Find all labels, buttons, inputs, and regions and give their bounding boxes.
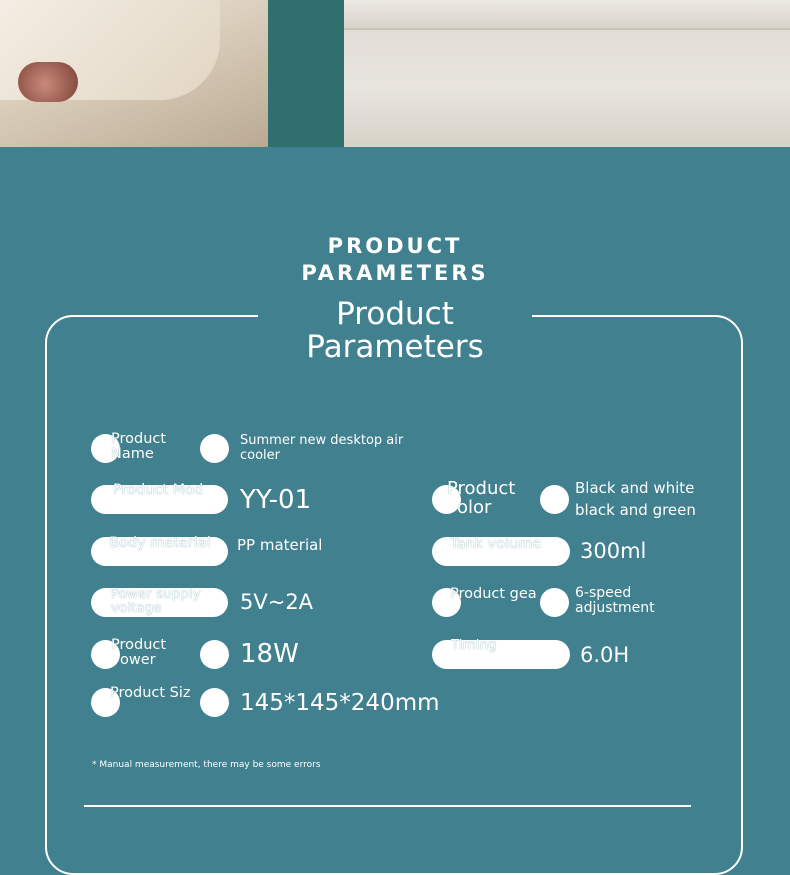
product-size-value: 145*145*240mm — [240, 690, 440, 716]
body-material-label: Body material — [109, 535, 211, 551]
value-dot — [200, 688, 229, 717]
value-dot — [200, 434, 229, 463]
section-subtitle-line1: Product — [336, 296, 454, 332]
value-dot — [540, 588, 569, 617]
product-color-label-2: olor — [457, 497, 492, 518]
product-color-value-2: black and green — [575, 501, 696, 519]
timing-value: 6.0H — [580, 643, 630, 667]
product-color-label-1: Product — [447, 478, 516, 499]
photo-table-top — [344, 0, 790, 30]
timing-label: Timing — [451, 637, 497, 653]
product-color-value-1: Black and white — [575, 479, 695, 497]
product-name-value-2: cooler — [240, 448, 281, 463]
bottom-divider — [84, 805, 691, 807]
body-material-value: PP material — [237, 536, 323, 554]
product-model-value: YY-01 — [240, 485, 312, 515]
tank-volume-value: 300ml — [580, 539, 647, 563]
measurement-footnote: * Manual measurement, there may be some errors — [92, 760, 321, 770]
product-size-label: Product Siz — [110, 685, 191, 701]
product-model-label: Product Mod — [113, 482, 204, 498]
section-title-line2: PARAMETERS — [301, 261, 489, 285]
value-dot — [540, 485, 569, 514]
photo-arm — [18, 62, 78, 102]
product-photo — [0, 0, 790, 147]
value-dot — [200, 640, 229, 669]
product-power-label-2: ower — [120, 652, 156, 668]
photo-wall-strip — [268, 0, 346, 147]
tank-volume-label: Tank volume — [450, 536, 542, 552]
product-power-value: 18W — [240, 639, 299, 669]
product-name-label-2: Name — [111, 446, 154, 462]
product-name-value-1: Summer new desktop air — [240, 433, 404, 448]
section-subtitle-line2: Parameters — [306, 329, 484, 365]
product-power-label-1: Product — [111, 637, 167, 653]
product-gear-label: Product gea — [450, 586, 537, 602]
section-title-line1: PRODUCT — [327, 234, 463, 258]
product-gear-value-2: adjustment — [575, 600, 655, 616]
product-gear-value-1: 6-speed — [575, 585, 632, 601]
product-name-label-1: Product — [111, 431, 167, 447]
power-supply-label-2: voltage — [111, 600, 162, 616]
power-supply-value: 5V~2A — [240, 590, 314, 614]
power-supply-label-1: Power supply — [111, 586, 201, 602]
